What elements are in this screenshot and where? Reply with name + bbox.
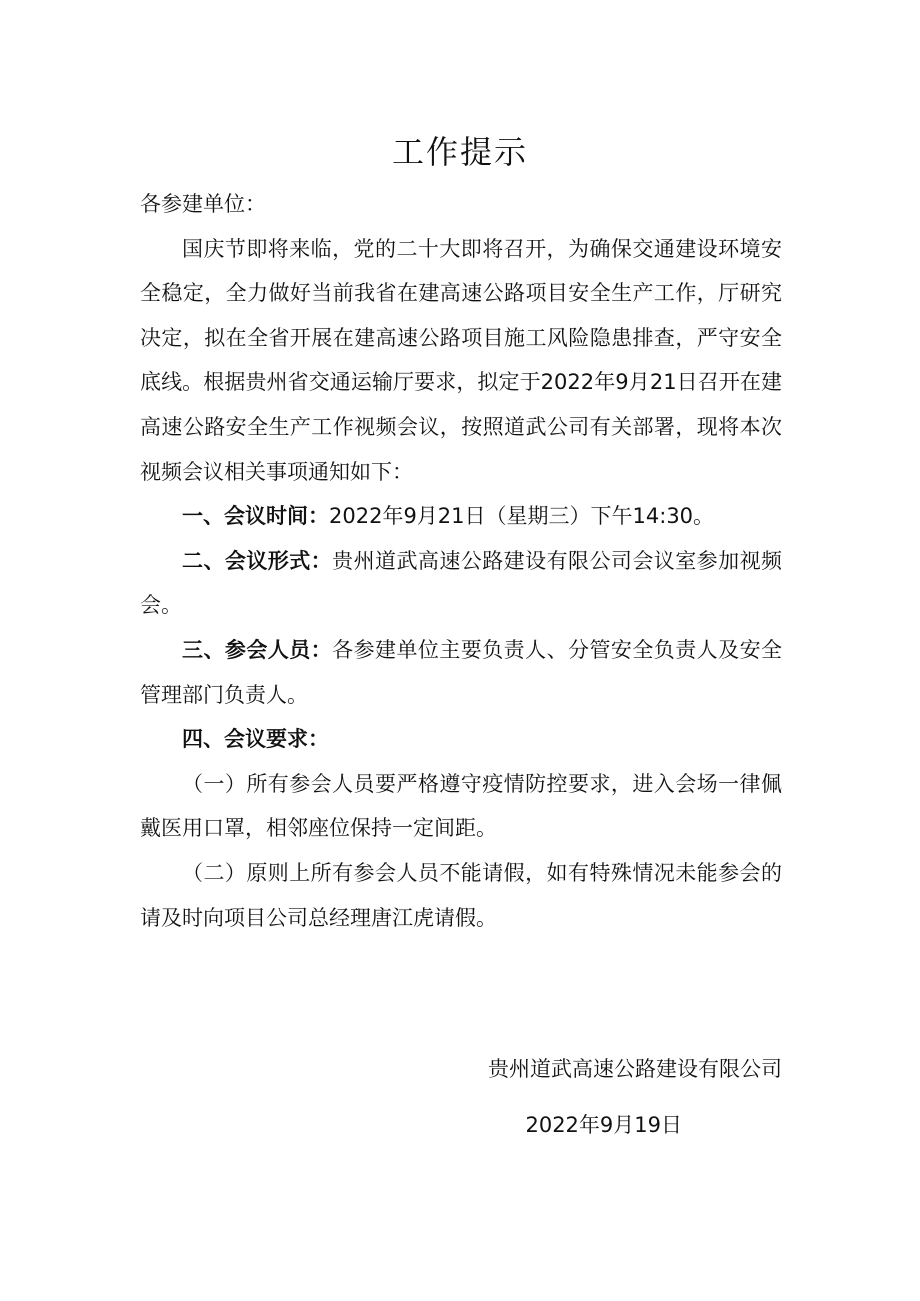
salutation: 各参建单位： xyxy=(140,192,266,216)
signature-organization: 贵州道武高速公路建设有限公司 xyxy=(488,1057,782,1081)
item-text: 贵州道武高速公路建设有限公司会议室参加视频会。 xyxy=(140,548,783,618)
requirement-1: （一）所有参会人员要严格遵守疫情防控要求，进入会场一律佩戴医用口罩，相邻座位保持一定间距。 xyxy=(140,771,782,841)
item-heading: 二、会议形式： xyxy=(182,548,333,573)
item-meeting-format xyxy=(140,539,782,628)
item-text: 各参建单位主要负责人、分管安全负责人及安全管理部门负责人。 xyxy=(140,637,783,707)
item-heading: 四、会议要求： xyxy=(182,727,329,752)
item-meeting-time xyxy=(140,494,782,539)
document-body xyxy=(140,182,782,940)
document-title: 工作提示 xyxy=(391,133,528,171)
signature-date: 2022年9月19日 xyxy=(525,1113,682,1137)
requirement-2: （二）原则上所有参会人员不能请假，如有特殊情况未能参会的请及时向项目公司总经理唐江虎请假。 xyxy=(140,860,782,930)
item-text: 2022年9月21日（星期三）下午14:30。 xyxy=(329,504,715,529)
item-heading: 一、会议时间： xyxy=(182,504,329,529)
intro-paragraph: 国庆节即将来临，党的二十大即将召开，为确保交通建设环境安全稳定，全力做好当前我省在建高速公路项目安全生产工作，厅研究决定，拟在全省开展在建高速公路项目施工风险隐患排查，严守安全底线。根据贵州省交通运输厅要求，拟定于2022年9月21日召开在建高速公路安全生产工作视频会议，按照道武公司有关部署，现将本次视频会议相关事项通知如下： xyxy=(140,236,782,484)
item-attendees xyxy=(140,628,782,717)
item-heading: 三、参会人员： xyxy=(182,637,333,662)
item-meeting-requirements xyxy=(140,717,782,762)
